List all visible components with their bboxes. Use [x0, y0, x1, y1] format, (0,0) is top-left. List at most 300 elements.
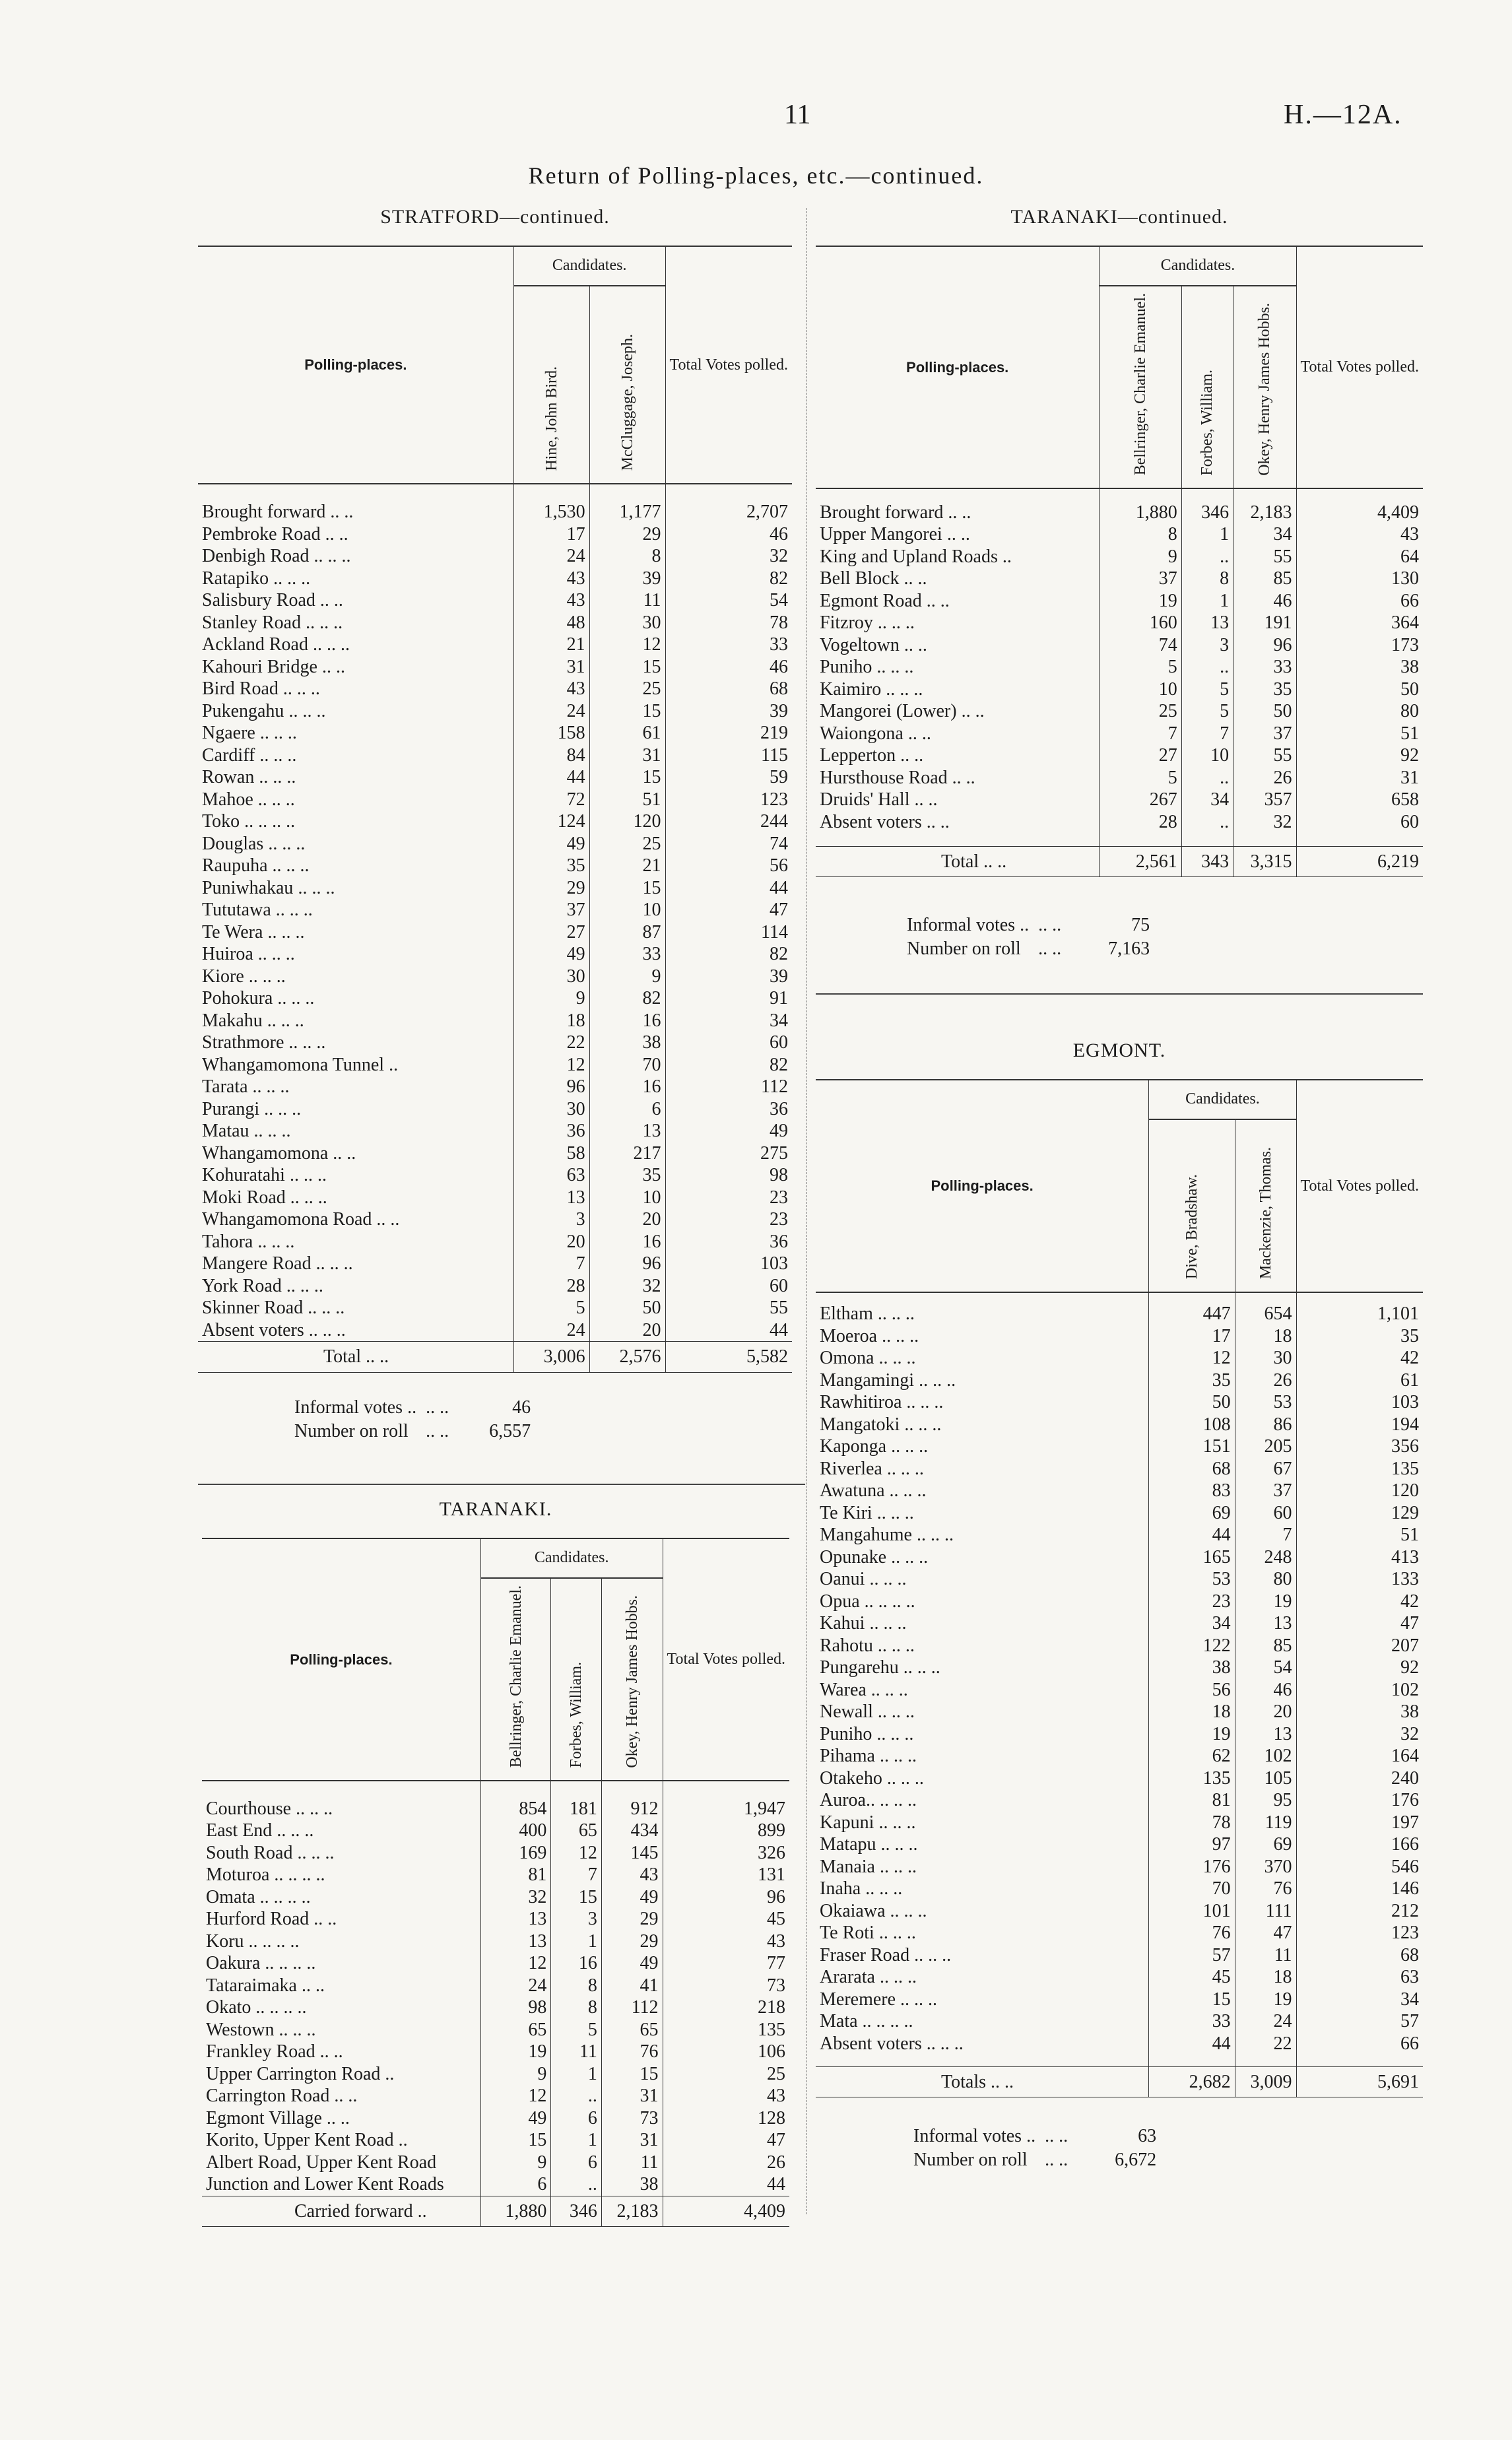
candidate-votes: 95 — [1235, 1789, 1296, 1812]
polling-place-name: Hurford Road .. .. — [206, 1909, 337, 1930]
candidate-votes: 12 — [589, 634, 665, 656]
table-row — [202, 1908, 789, 1930]
section-divider — [198, 1484, 805, 1485]
polling-place-name: Pohokura .. .. .. — [202, 988, 315, 1008]
candidate-votes: 8 — [551, 1975, 602, 1997]
total-votes: 23 — [665, 1187, 792, 1209]
polling-place-name: Opunake .. .. .. — [820, 1546, 929, 1567]
table-row — [816, 1303, 1423, 1325]
candidate-votes: 39 — [589, 568, 665, 590]
total-votes: 45 — [663, 1908, 789, 1930]
candidate-votes: 65 — [480, 2019, 551, 2041]
total-votes: 35 — [1296, 1325, 1423, 1348]
candidate-votes: 32 — [1233, 811, 1296, 834]
polling-place-name: Moki Road .. .. .. — [202, 1187, 327, 1208]
candidate-votes: 18 — [513, 1010, 589, 1032]
total-votes: 326 — [663, 1842, 789, 1864]
candidate-votes: 85 — [1235, 1635, 1296, 1657]
polling-place-name: South Road .. .. .. — [206, 1842, 335, 1863]
table-row — [816, 1347, 1423, 1369]
table-row — [816, 2010, 1423, 2033]
total-votes: 61 — [1296, 1369, 1423, 1392]
candidate-votes: 11 — [551, 2041, 602, 2063]
candidate-votes: 30 — [513, 1098, 589, 1121]
polling-place-name: Pihama .. .. .. — [820, 1746, 917, 1766]
candidate-votes: 15 — [480, 2129, 551, 2152]
total-votes: 63 — [1296, 1966, 1423, 1989]
total-votes: 44 — [665, 877, 792, 900]
total-votes: 46 — [665, 523, 792, 546]
candidate-votes: 9 — [1100, 546, 1181, 568]
candidate-votes: 36 — [513, 1120, 589, 1142]
total-votes: 413 — [1296, 1546, 1423, 1569]
total-votes: 356 — [1296, 1435, 1423, 1458]
candidate-votes: .. — [551, 2173, 602, 2196]
polling-place-name: Warea .. .. .. — [820, 1679, 908, 1700]
candidate-votes: 86 — [1235, 1414, 1296, 1436]
candidate-votes: 15 — [589, 877, 665, 900]
polling-place-name: Rowan .. .. .. — [202, 767, 296, 787]
candidate-votes: 78 — [1149, 1812, 1235, 1834]
candidate-votes: 76 — [1235, 1878, 1296, 1900]
candidate-votes: 9 — [513, 987, 589, 1010]
taranaki-total-row: Total .. .. 2,561 343 3,315 6,219 — [816, 846, 1423, 877]
total-votes: 120 — [1296, 1480, 1423, 1502]
polling-place-name: Tututawa .. .. .. — [202, 900, 313, 920]
total-votes: 46 — [665, 656, 792, 678]
taranaki-carried-forward-row: Carried forward .. 1,880 346 2,183 4,409 — [202, 2196, 789, 2227]
table-row — [202, 1975, 789, 1997]
candidate-votes: 56 — [1149, 1679, 1235, 1701]
informal-votes: Informal votes .. .. .. 46 — [294, 1397, 531, 1418]
candidate-votes: 35 — [1149, 1369, 1235, 1392]
polling-place-name: Druids' Hall .. .. — [820, 789, 938, 810]
total-votes: 68 — [665, 678, 792, 700]
candidate-votes: 15 — [601, 2063, 663, 2086]
polling-place-name: Salisbury Road .. .. — [202, 590, 343, 610]
polling-place-name: Skinner Road .. .. .. — [202, 1298, 345, 1318]
candidate-votes: 357 — [1233, 789, 1296, 811]
stratford-total-row: Total .. .. 3,006 2,576 5,582 — [198, 1342, 792, 1373]
candidate-votes: 25 — [589, 833, 665, 855]
taranaki-section — [202, 1498, 789, 2227]
candidate-votes: 31 — [601, 2085, 663, 2107]
total-votes: 96 — [663, 1886, 789, 1909]
stratford-footer — [289, 1395, 536, 1444]
total-votes: 77 — [663, 1952, 789, 1975]
total-votes: 106 — [663, 2041, 789, 2063]
table-row — [816, 1878, 1423, 1900]
candidates-header: Candidates. — [513, 246, 665, 286]
table-row — [816, 1701, 1423, 1723]
polling-place-name: Awatuna .. .. .. — [820, 1480, 927, 1501]
candidate-votes: 19 — [1235, 1591, 1296, 1613]
total-votes: 51 — [1296, 723, 1423, 745]
polling-place-name: Whangamomona Tunnel .. — [202, 1054, 399, 1075]
candidate-name: Hine, John Bird. — [513, 286, 589, 484]
table-row — [202, 1952, 789, 1975]
total-votes: 38 — [1296, 656, 1423, 678]
polling-places-header: Polling-places. — [304, 356, 407, 374]
table-row — [202, 1842, 789, 1864]
polling-place-name: Raupuha .. .. .. — [202, 855, 310, 876]
candidate-votes: 13 — [1235, 1723, 1296, 1746]
candidate-votes: 33 — [1233, 656, 1296, 678]
candidate-votes: 8 — [589, 545, 665, 568]
polling-place-name: Absent voters .. .. .. — [202, 1319, 346, 1340]
candidate-votes: 3 — [551, 1908, 602, 1930]
total-votes: 166 — [1296, 1833, 1423, 1856]
candidate-votes: 69 — [1235, 1833, 1296, 1856]
candidate-votes: 15 — [589, 656, 665, 678]
polling-place-name: Kaimiro .. .. .. — [820, 678, 923, 700]
total-votes: 34 — [665, 1010, 792, 1032]
candidate-votes: 29 — [601, 1908, 663, 1930]
candidate-votes: 37 — [1235, 1480, 1296, 1502]
candidate-votes: 1,880 — [1100, 502, 1181, 524]
table-row — [816, 1591, 1423, 1613]
total-votes: 123 — [1296, 1922, 1423, 1944]
candidate-votes: 24 — [513, 700, 589, 723]
table-row — [202, 1820, 789, 1842]
candidate-votes: 654 — [1235, 1303, 1296, 1325]
candidate-votes: 46 — [1233, 590, 1296, 612]
candidate-votes: 37 — [1233, 723, 1296, 745]
candidate-name: Okey, Henry James Hobbs. — [1233, 286, 1296, 488]
candidate-votes: 49 — [601, 1952, 663, 1975]
candidate-votes: 1 — [551, 1930, 602, 1953]
candidate-name: McCluggage, Joseph. — [589, 286, 665, 484]
candidate-votes: 62 — [1149, 1745, 1235, 1767]
candidate-votes: 1 — [1181, 523, 1233, 546]
polling-place-name: Mangere Road .. .. .. — [202, 1253, 353, 1274]
page-number: 11 — [784, 100, 811, 130]
total-votes: 66 — [1296, 2033, 1423, 2055]
candidate-votes: 11 — [601, 2152, 663, 2174]
total-votes: 130 — [1296, 568, 1423, 590]
total-votes: 364 — [1296, 612, 1423, 634]
table-row — [202, 2085, 789, 2107]
candidate-votes: 119 — [1235, 1812, 1296, 1834]
table-row — [198, 1032, 792, 1054]
candidate-votes: 74 — [1100, 634, 1181, 657]
polling-place-name: Toko .. .. .. .. — [202, 811, 296, 832]
total-votes: 54 — [665, 589, 792, 612]
total-votes: 82 — [665, 568, 792, 590]
candidate-votes: 24 — [513, 1319, 589, 1342]
candidate-votes: 27 — [513, 921, 589, 944]
candidate-votes: 21 — [589, 855, 665, 877]
candidate-votes: 181 — [551, 1798, 602, 1820]
polling-place-name: Rawhitiroa .. .. .. — [820, 1392, 944, 1412]
candidate-votes: 55 — [1233, 744, 1296, 767]
candidate-votes: 41 — [601, 1975, 663, 1997]
total-votes: 146 — [1296, 1878, 1423, 1900]
candidate-votes: 267 — [1100, 789, 1181, 811]
candidate-votes: 44 — [513, 766, 589, 789]
polling-place-name: Westown .. .. .. — [206, 2019, 316, 2040]
candidate-votes: 37 — [1100, 568, 1181, 590]
taranaki-heading: TARANAKI. — [439, 1498, 552, 1520]
total-votes: 47 — [663, 2129, 789, 2152]
total-votes: 123 — [665, 789, 792, 811]
total-votes: 44 — [663, 2173, 789, 2196]
table-row — [202, 2019, 789, 2041]
egmont-section — [816, 1039, 1423, 2173]
table-row — [198, 877, 792, 900]
table-row — [816, 612, 1423, 634]
candidate-votes: 25 — [1100, 700, 1181, 723]
total-votes: 82 — [665, 943, 792, 966]
table-row — [198, 1164, 792, 1187]
table-row — [198, 966, 792, 988]
egmont-heading: EGMONT. — [1072, 1039, 1166, 1061]
total-votes: 115 — [665, 744, 792, 767]
candidate-votes: 122 — [1149, 1635, 1235, 1657]
total-votes: 47 — [1296, 1612, 1423, 1635]
total-votes: 128 — [663, 2107, 789, 2130]
candidate-name: Bellringer, Charlie Emanuel. — [1100, 286, 1181, 488]
candidate-votes: 12 — [513, 1054, 589, 1076]
polling-place-name: Tataraimaka .. .. — [206, 1975, 325, 1996]
polling-place-name: Carrington Road .. .. — [206, 2086, 358, 2107]
candidate-name: Bellringer, Charlie Emanuel. — [480, 1578, 551, 1781]
total-votes: 1,101 — [1296, 1303, 1423, 1325]
candidate-votes: 13 — [1181, 612, 1233, 634]
table-row — [816, 1480, 1423, 1502]
table-row — [198, 766, 792, 789]
candidate-votes: 17 — [1149, 1325, 1235, 1348]
table-row — [198, 568, 792, 590]
candidate-votes: 35 — [1233, 678, 1296, 701]
stratford-rows — [198, 501, 792, 1342]
candidate-votes: 72 — [513, 789, 589, 811]
polling-place-name: Brought forward .. .. — [820, 502, 971, 523]
polling-place-name: Te Kiri .. .. .. — [820, 1502, 914, 1523]
table-row — [816, 1502, 1423, 1525]
total-votes-header: Total Votes polled. — [663, 1538, 789, 1781]
table-row — [198, 1010, 792, 1032]
total-votes: 899 — [663, 1820, 789, 1842]
candidate-votes: 16 — [551, 1952, 602, 1975]
candidate-votes: 15 — [551, 1886, 602, 1909]
candidate-votes: 11 — [1235, 1944, 1296, 1967]
candidate-votes: 102 — [1235, 1745, 1296, 1767]
table-row — [816, 546, 1423, 568]
candidate-votes: .. — [1181, 656, 1233, 678]
candidate-votes: 35 — [589, 1164, 665, 1187]
table-row — [198, 1076, 792, 1098]
total-votes: 43 — [663, 2085, 789, 2107]
total-votes: 39 — [665, 966, 792, 988]
candidate-votes: 151 — [1149, 1435, 1235, 1458]
table-row — [198, 921, 792, 944]
candidate-votes: 76 — [1149, 1922, 1235, 1944]
candidate-votes: 35 — [513, 855, 589, 877]
informal-votes: Informal votes .. .. .. 75 — [907, 915, 1150, 936]
total-votes: 23 — [665, 1208, 792, 1231]
candidate-votes: 22 — [1235, 2033, 1296, 2055]
candidate-votes: 6 — [589, 1098, 665, 1121]
polling-place-name: Fraser Road .. .. .. — [820, 1944, 952, 1965]
total-votes: 32 — [1296, 1723, 1423, 1746]
polling-place-name: Moturoa .. .. .. .. — [206, 1864, 325, 1886]
candidate-votes: 5 — [1100, 767, 1181, 789]
candidate-votes: 51 — [589, 789, 665, 811]
candidate-votes: 1 — [551, 2129, 602, 2152]
candidate-votes: 84 — [513, 744, 589, 767]
total-votes: 135 — [663, 2019, 789, 2041]
candidate-votes: 21 — [513, 634, 589, 656]
total-votes: 131 — [663, 1864, 789, 1886]
table-row — [198, 1098, 792, 1121]
polling-place-name: Ararata .. .. .. — [820, 1967, 917, 1987]
total-votes: 60 — [665, 1032, 792, 1054]
candidate-name: Forbes, William. — [551, 1578, 602, 1781]
table-row — [816, 723, 1423, 745]
total-votes: 129 — [1296, 1502, 1423, 1525]
polling-place-name: Mangorei (Lower) .. .. — [820, 701, 985, 722]
egmont-totals-row: Totals .. .. 2,682 3,009 5,691 — [816, 2066, 1423, 2097]
candidate-votes: 81 — [480, 1864, 551, 1886]
polling-place-name: Egmont Road .. .. — [820, 590, 950, 611]
total-votes: 92 — [1296, 1657, 1423, 1679]
candidate-votes: 346 — [1181, 502, 1233, 524]
candidate-votes: 30 — [513, 966, 589, 988]
table-row — [816, 1767, 1423, 1790]
polling-place-name: Frankley Road .. .. — [206, 2041, 343, 2062]
table-row — [198, 612, 792, 634]
total-votes: 50 — [1296, 678, 1423, 701]
table-row — [816, 744, 1423, 767]
polling-places-header: Polling-places. — [906, 358, 1009, 376]
candidate-votes: 28 — [513, 1275, 589, 1298]
table-row — [198, 1319, 792, 1342]
polling-place-name: Douglas .. .. .. — [202, 833, 306, 854]
candidate-votes: 17 — [513, 523, 589, 546]
polling-places-header: Polling-places. — [290, 1651, 393, 1668]
polling-place-name: Absent voters .. .. .. — [820, 2033, 964, 2054]
polling-place-name: Brought forward .. .. — [202, 502, 354, 522]
candidate-votes: 38 — [1149, 1657, 1235, 1679]
table-row — [198, 1275, 792, 1298]
table-row — [198, 744, 792, 767]
candidate-name: Mackenzie, Thomas. — [1235, 1119, 1296, 1292]
total-votes: 207 — [1296, 1635, 1423, 1657]
polling-place-name: Korito, Upper Kent Road .. — [206, 2130, 408, 2151]
polling-place-name: Te Wera .. .. .. — [202, 921, 305, 942]
polling-place-name: Egmont Village .. .. — [206, 2107, 350, 2128]
polling-place-name: Pungarehu .. .. .. — [820, 1657, 940, 1678]
total-votes-header: Total Votes polled. — [1296, 1080, 1423, 1292]
candidate-votes: 58 — [513, 1142, 589, 1165]
number-on-roll: Number on roll .. .. 7,163 — [907, 939, 1150, 960]
candidate-votes: 32 — [589, 1275, 665, 1298]
polling-place-name: Opua .. .. .. .. — [820, 1591, 915, 1612]
candidate-votes: 69 — [1149, 1502, 1235, 1525]
total-votes: 33 — [665, 634, 792, 656]
candidate-votes: 5 — [513, 1297, 589, 1319]
table-row — [202, 1996, 789, 2019]
candidate-votes: 31 — [589, 744, 665, 767]
candidate-votes: 12 — [1149, 1347, 1235, 1369]
candidate-votes: 34 — [1233, 523, 1296, 546]
table-row — [816, 1679, 1423, 1701]
candidate-votes: 124 — [513, 810, 589, 833]
candidate-votes: 50 — [1149, 1391, 1235, 1414]
candidate-votes: 49 — [480, 2107, 551, 2130]
table-row — [816, 1612, 1423, 1635]
polling-place-name: Stanley Road .. .. .. — [202, 612, 343, 633]
taranaki-continued-rows — [816, 502, 1423, 834]
candidate-votes: 70 — [589, 1054, 665, 1076]
candidate-votes: 19 — [480, 2041, 551, 2063]
total-votes: 55 — [665, 1297, 792, 1319]
table-row — [816, 1325, 1423, 1348]
number-on-roll: Number on roll .. .. 6,557 — [294, 1420, 531, 1441]
table-row — [816, 1900, 1423, 1923]
table-row — [816, 1966, 1423, 1989]
candidate-votes: 83 — [1149, 1480, 1235, 1502]
table-row — [198, 943, 792, 966]
total-votes: 164 — [1296, 1745, 1423, 1767]
total-votes: 43 — [663, 1930, 789, 1953]
total-votes: 34 — [1296, 1989, 1423, 2011]
candidate-votes: 145 — [601, 1842, 663, 1864]
polling-place-name: Riverlea .. .. .. — [820, 1458, 924, 1479]
total-votes: 51 — [1296, 1524, 1423, 1546]
total-votes: 4,409 — [1296, 502, 1423, 524]
candidate-votes: 7 — [1181, 723, 1233, 745]
table-row — [198, 545, 792, 568]
table-row — [198, 833, 792, 855]
table-row — [202, 2152, 789, 2174]
candidate-votes: 20 — [513, 1231, 589, 1253]
candidate-votes: 43 — [513, 568, 589, 590]
total-votes: 103 — [1296, 1391, 1423, 1414]
candidate-votes: 23 — [1149, 1591, 1235, 1613]
candidate-votes: 65 — [551, 1820, 602, 1842]
candidate-votes: 49 — [513, 833, 589, 855]
table-row — [198, 810, 792, 833]
total-votes-header: Total Votes polled. — [665, 246, 792, 484]
table-row — [816, 1635, 1423, 1657]
candidate-votes: 70 — [1149, 1878, 1235, 1900]
total-votes: 68 — [1296, 1944, 1423, 1967]
candidate-votes: 6 — [551, 2152, 602, 2174]
candidate-votes: 18 — [1149, 1701, 1235, 1723]
candidate-votes: 13 — [589, 1120, 665, 1142]
candidate-votes: 96 — [513, 1076, 589, 1098]
polling-place-name: Upper Carrington Road .. — [206, 2063, 395, 2084]
candidate-votes: 108 — [1149, 1414, 1235, 1436]
candidate-votes: 217 — [589, 1142, 665, 1165]
polling-place-name: Kaponga .. .. .. — [820, 1436, 929, 1457]
table-row — [198, 1253, 792, 1275]
candidate-votes: 33 — [589, 943, 665, 966]
candidate-votes: 49 — [601, 1886, 663, 1909]
polling-place-name: Waiongona .. .. — [820, 723, 931, 744]
candidate-votes: 112 — [601, 1996, 663, 2019]
table-row — [198, 789, 792, 811]
candidate-votes: 31 — [513, 656, 589, 678]
candidate-votes: 6 — [551, 2107, 602, 2130]
polling-place-name: Tarata .. .. .. — [202, 1076, 290, 1097]
candidate-votes: 43 — [513, 589, 589, 612]
candidate-votes: 5 — [551, 2019, 602, 2041]
table-row — [202, 2107, 789, 2130]
candidate-votes: 16 — [589, 1010, 665, 1032]
